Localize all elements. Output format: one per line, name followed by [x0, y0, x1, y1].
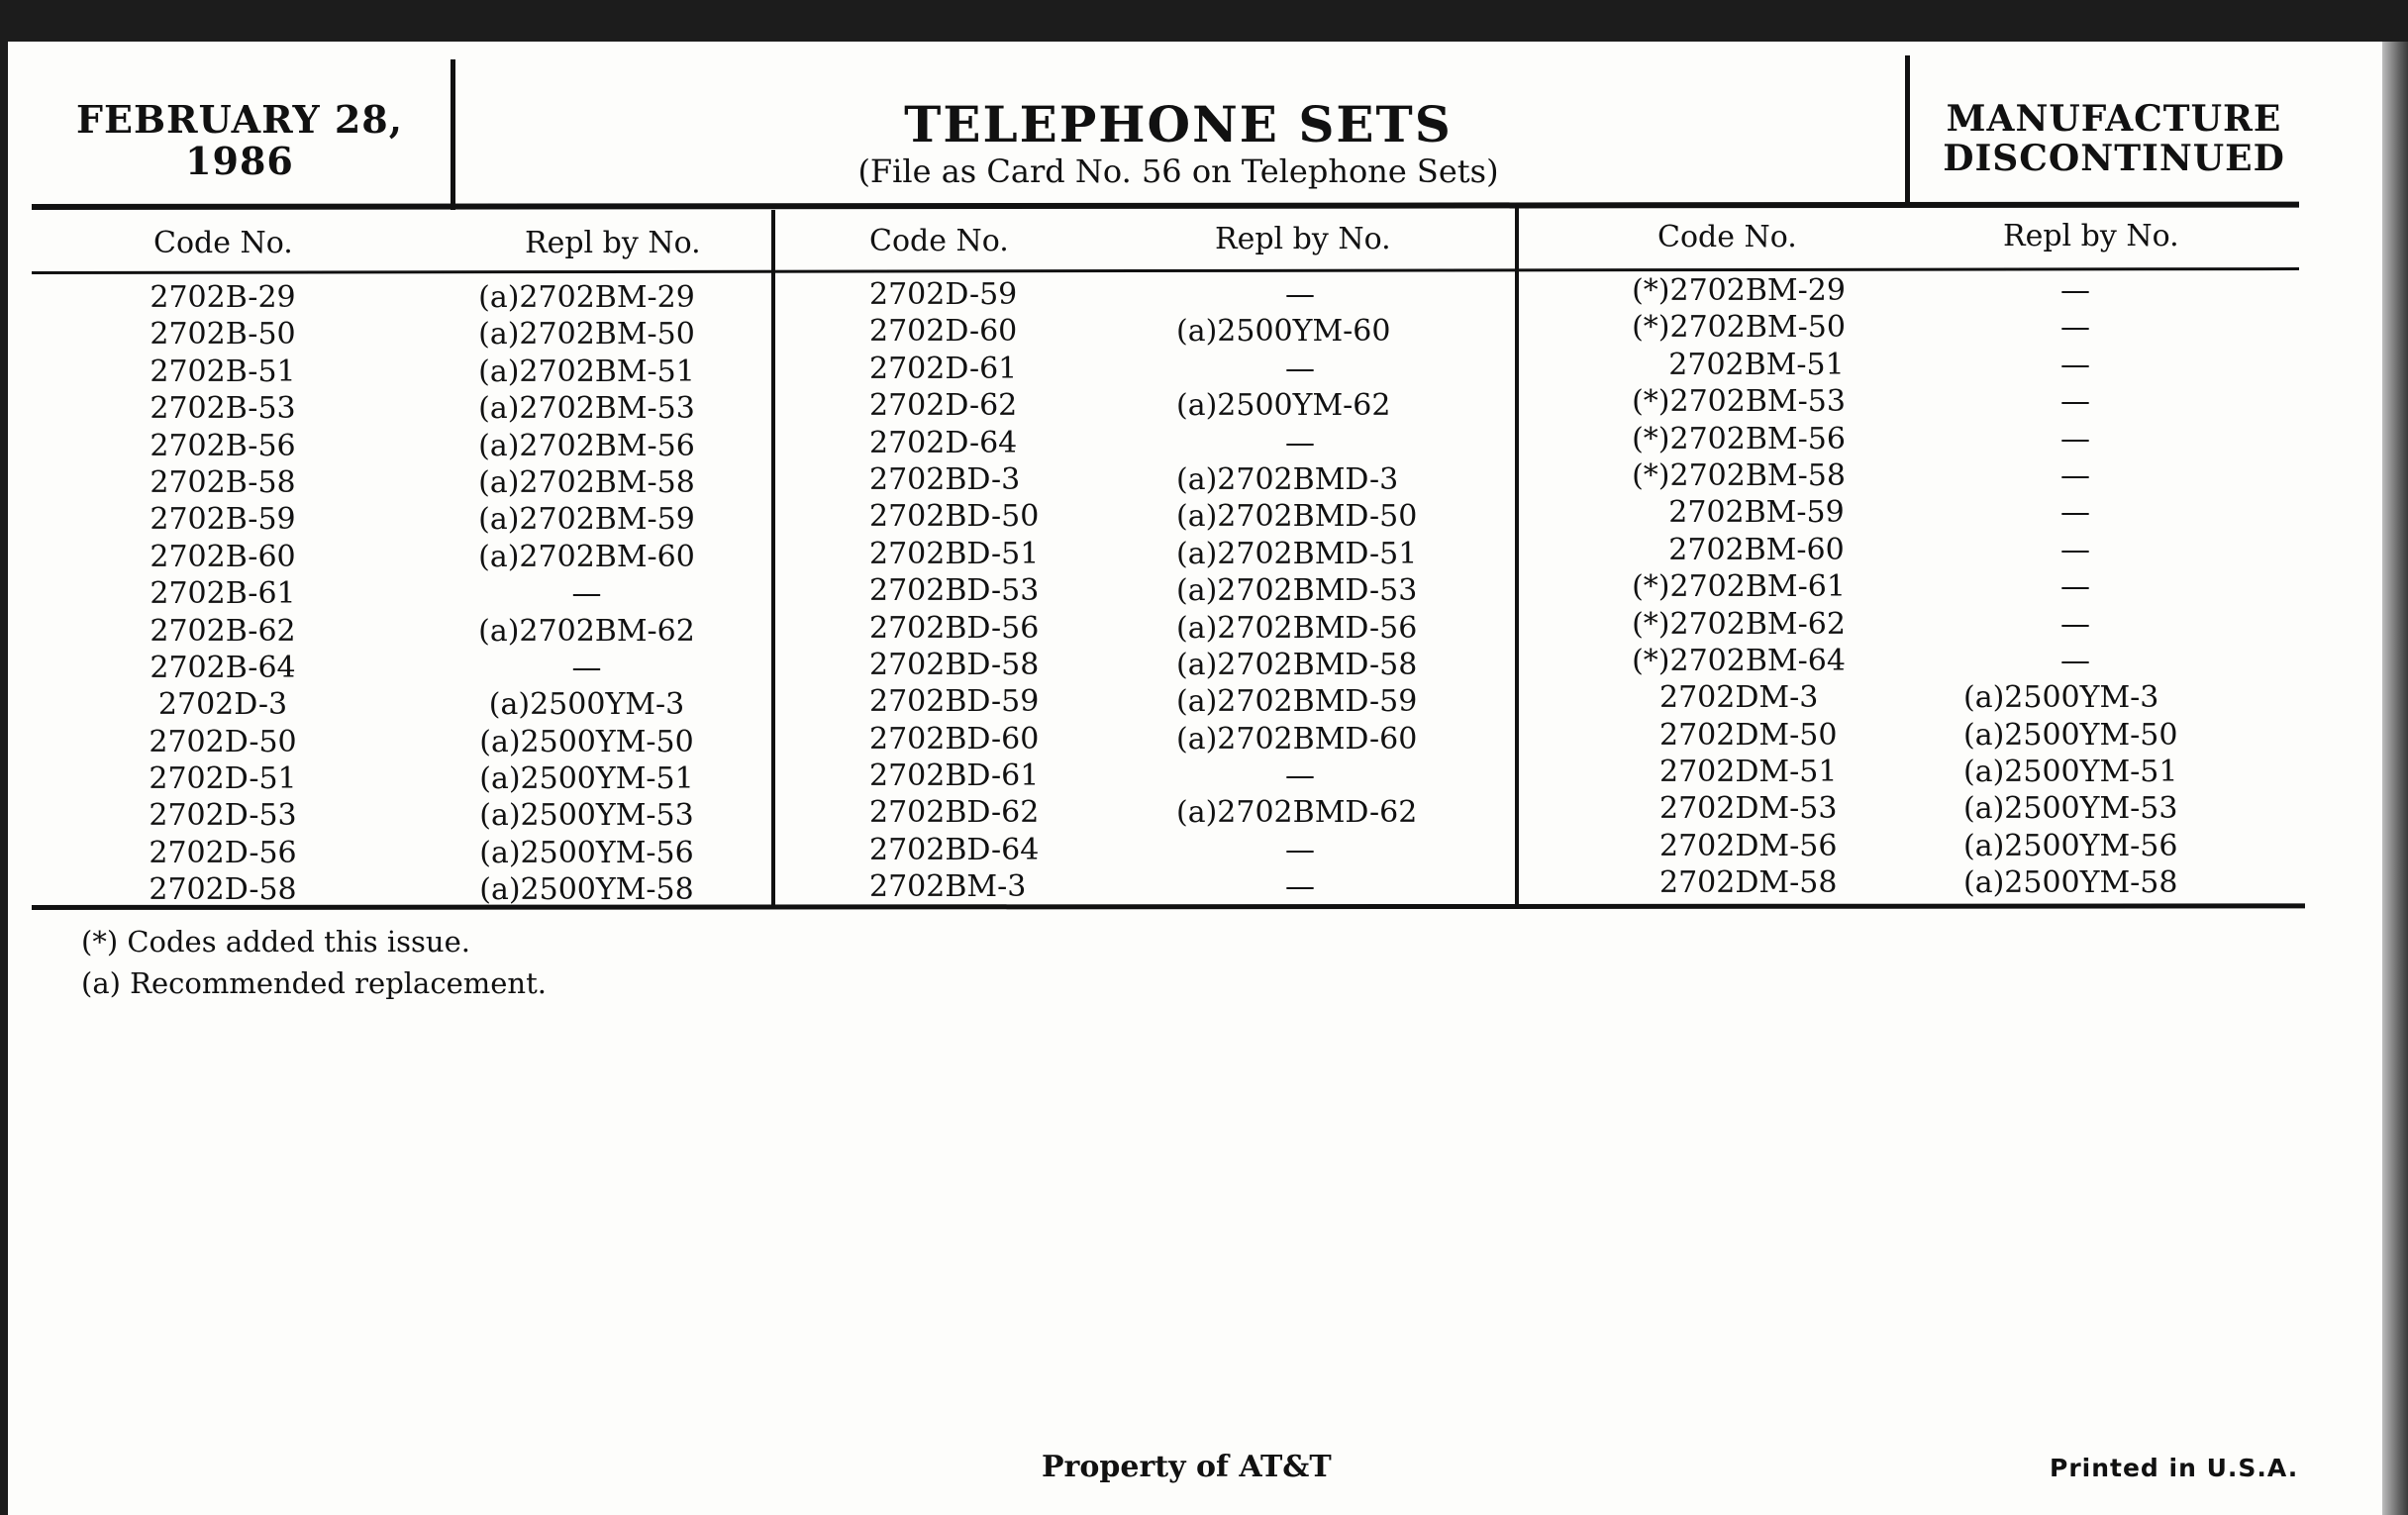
table-cell-repl: (a)2702BM-53 — [478, 391, 695, 427]
col2-code-header: Code No. — [869, 224, 1009, 258]
table-cell-code: 2702D-60 — [869, 314, 1018, 350]
col2-repl-list — [1176, 276, 1424, 906]
table-cell-repl: (a)2500YM-58 — [479, 872, 694, 908]
table-cell-repl: (a)2500YM-58 — [1963, 865, 2178, 901]
col1-code-header: Code No. — [153, 226, 293, 260]
table-cell-repl: (a)2500YM-56 — [479, 835, 694, 870]
table-cell-code: 2702B-60 — [150, 539, 296, 574]
table-cell-code: 2702B-51 — [150, 354, 296, 389]
table-cell-code: (*)2702BM-61 — [1632, 569, 1846, 605]
table-cell-repl: (a)2500YM-50 — [479, 724, 694, 759]
table-divider-1 — [771, 210, 775, 909]
issue-date — [32, 99, 448, 182]
table-cell-repl: (a)2702BM-58 — [478, 464, 695, 500]
table-cell-code: 2702BD-59 — [869, 684, 1040, 720]
table-cell-code: 2702B-64 — [150, 650, 296, 685]
table-cell-repl: (a)2702BMD-62 — [1176, 795, 1418, 831]
footnote-a: (a) Recommended replacement. — [81, 966, 547, 1000]
table-cell-repl: — — [1285, 351, 1315, 386]
col3-code-list — [1604, 272, 1873, 902]
table-cell-repl: (a)2702BMD-53 — [1176, 573, 1418, 609]
table-cell-repl: — — [571, 650, 602, 685]
table-cell-code: 2702BD-53 — [869, 573, 1040, 609]
table-cell-repl: (a)2500YM-60 — [1176, 314, 1391, 350]
footnote-star: (*) Codes added this issue. — [81, 925, 470, 959]
table-cell-code: 2702DM-53 — [1659, 791, 1838, 827]
header-divider-right — [1905, 55, 1910, 206]
table-cell-repl: — — [2060, 273, 2090, 308]
table-cell-repl: (a)2702BMD-60 — [1176, 721, 1418, 757]
table-cell-repl: (a)2702BM-56 — [478, 428, 695, 463]
table-cell-code: 2702DM-58 — [1659, 865, 1838, 901]
card-edge-shadow — [2382, 42, 2408, 1515]
table-cell-code: 2702D-3 — [157, 687, 288, 723]
table-cell-repl: — — [1285, 425, 1315, 460]
col1-repl-header: Repl by No. — [525, 226, 701, 260]
table-cell-code: 2702D-51 — [149, 761, 297, 797]
table-cell-code: 2702BM-60 — [1668, 532, 1845, 567]
col3-repl-list — [1963, 272, 2191, 902]
table-divider-2 — [1515, 208, 1519, 907]
table-cell-code: 2702B-59 — [150, 502, 296, 538]
property-label: Property of AT&T — [1042, 1450, 1332, 1484]
table-cell-repl: — — [1285, 758, 1315, 794]
table-cell-repl: (a)2702BM-59 — [478, 502, 695, 538]
table-cell-code: 2702D-61 — [869, 351, 1018, 386]
table-cell-code: 2702B-56 — [150, 428, 296, 463]
table-cell-code: 2702B-61 — [150, 576, 296, 612]
table-cell-repl: (a)2500YM-3 — [1963, 680, 2159, 716]
table-cell-repl: — — [2060, 606, 2090, 642]
status-line1: MANUFACTURE — [1946, 98, 2282, 140]
table-cell-code: 2702DM-50 — [1659, 717, 1838, 753]
table-cell-repl: (a)2702BMD-50 — [1176, 499, 1418, 535]
issue-date-line1: FEBRUARY 28, — [76, 97, 403, 142]
table-cell-code: (*)2702BM-58 — [1632, 457, 1846, 493]
table-cell-code: 2702D-53 — [149, 798, 297, 834]
table-cell-repl: (a)2702BMD-59 — [1176, 684, 1418, 720]
table-cell-code: 2702BD-58 — [869, 647, 1040, 682]
table-cell-code: 2702D-64 — [869, 425, 1018, 460]
table-cell-code: 2702D-59 — [869, 277, 1018, 312]
table-cell-repl: — — [1285, 277, 1315, 312]
table-cell-code: 2702B-50 — [150, 317, 296, 353]
table-cell-repl: — — [2060, 643, 2090, 678]
issue-date-line2: 1986 — [185, 139, 294, 183]
table-cell-code: 2702D-50 — [149, 724, 297, 759]
table-cell-repl: — — [1285, 832, 1315, 867]
table-cell-code: 2702B-62 — [150, 613, 296, 649]
status-label — [1911, 99, 2317, 178]
table-cell-code: (*)2702BM-64 — [1632, 643, 1846, 678]
table-cell-repl: — — [2060, 457, 2090, 493]
table-cell-code: 2702BD-50 — [869, 499, 1040, 535]
printed-label: Printed in U.S.A. — [2050, 1454, 2299, 1482]
table-cell-code: (*)2702BM-56 — [1632, 421, 1846, 456]
col1-code-list — [119, 279, 327, 909]
table-cell-code: 2702BM-3 — [869, 869, 1027, 905]
table-cell-repl: (a)2500YM-56 — [1963, 828, 2178, 863]
table-cell-code: 2702BD-60 — [869, 721, 1040, 757]
table-cell-code: (*)2702BM-29 — [1632, 273, 1846, 308]
col2-code-list — [869, 276, 1107, 906]
table-cell-repl: — — [1285, 869, 1315, 905]
table-cell-code: 2702BD-51 — [869, 536, 1040, 571]
table-cell-code: 2702BD-61 — [869, 758, 1040, 794]
table-cell-repl: (a)2702BM-50 — [478, 317, 695, 353]
table-cell-code: 2702BM-51 — [1668, 347, 1845, 382]
table-cell-code: 2702D-62 — [869, 388, 1018, 424]
table-cell-code: 2702BD-56 — [869, 610, 1040, 646]
table-cell-repl: — — [571, 576, 602, 612]
table-cell-code: 2702BD-3 — [869, 461, 1021, 497]
table-cell-repl: (a)2702BMD-3 — [1176, 461, 1399, 497]
table-cell-code: 2702DM-56 — [1659, 828, 1838, 863]
table-cell-repl: (a)2500YM-51 — [479, 761, 694, 797]
document-title: TELEPHONE SETS — [904, 95, 1453, 153]
table-cell-repl: — — [2060, 495, 2090, 531]
table-cell-repl: (a)2702BM-51 — [478, 354, 695, 389]
table-cell-code: 2702DM-3 — [1659, 680, 1819, 716]
table-cell-repl: — — [2060, 310, 2090, 346]
table-cell-repl: — — [2060, 384, 2090, 420]
table-cell-repl: — — [2060, 569, 2090, 605]
table-cell-code: (*)2702BM-62 — [1632, 606, 1846, 642]
table-cell-repl: (a)2500YM-53 — [479, 798, 694, 834]
table-cell-repl: (a)2702BM-62 — [478, 613, 695, 649]
table-cell-repl: — — [2060, 421, 2090, 456]
col3-code-header: Code No. — [1657, 220, 1797, 254]
status-line2: DISCONTINUED — [1943, 138, 2285, 179]
table-cell-repl: (a)2702BMD-56 — [1176, 610, 1418, 646]
table-cell-code: (*)2702BM-50 — [1632, 310, 1846, 346]
table-cell-repl: (a)2500YM-3 — [488, 687, 685, 723]
document-title-block — [455, 97, 1901, 190]
table-cell-code: 2702B-53 — [150, 391, 296, 427]
table-cell-code: (*)2702BM-53 — [1632, 384, 1846, 420]
table-cell-code: 2702D-58 — [149, 872, 297, 908]
table-cell-repl: (a)2500YM-51 — [1963, 755, 2178, 790]
header-divider-left — [451, 59, 455, 210]
table-cell-code: 2702D-56 — [149, 835, 297, 870]
table-cell-code: 2702DM-51 — [1659, 755, 1838, 790]
table-cell-repl: (a)2702BM-60 — [478, 539, 695, 574]
table-cell-repl: (a)2500YM-62 — [1176, 388, 1391, 424]
table-cell-repl: (a)2702BMD-51 — [1176, 536, 1418, 571]
table-cell-code: 2702BM-59 — [1668, 495, 1845, 531]
table-cell-repl: (a)2500YM-53 — [1963, 791, 2178, 827]
table-cell-code: 2702B-58 — [150, 464, 296, 500]
table-cell-repl: (a)2500YM-50 — [1963, 717, 2178, 753]
table-cell-code: 2702BD-64 — [869, 832, 1040, 867]
table-cell-code: 2702B-29 — [150, 280, 296, 315]
table-cell-repl: — — [2060, 347, 2090, 382]
table-cell-repl: — — [2060, 532, 2090, 567]
col3-repl-header: Repl by No. — [2003, 219, 2179, 253]
table-cell-repl: (a)2702BM-29 — [478, 280, 695, 315]
col2-repl-header: Repl by No. — [1215, 222, 1391, 256]
table-cell-code: 2702BD-62 — [869, 795, 1040, 831]
col1-repl-list — [465, 279, 708, 909]
document-subtitle: (File as Card No. 56 on Telephone Sets) — [857, 152, 1499, 190]
table-cell-repl: (a)2702BMD-58 — [1176, 647, 1418, 682]
